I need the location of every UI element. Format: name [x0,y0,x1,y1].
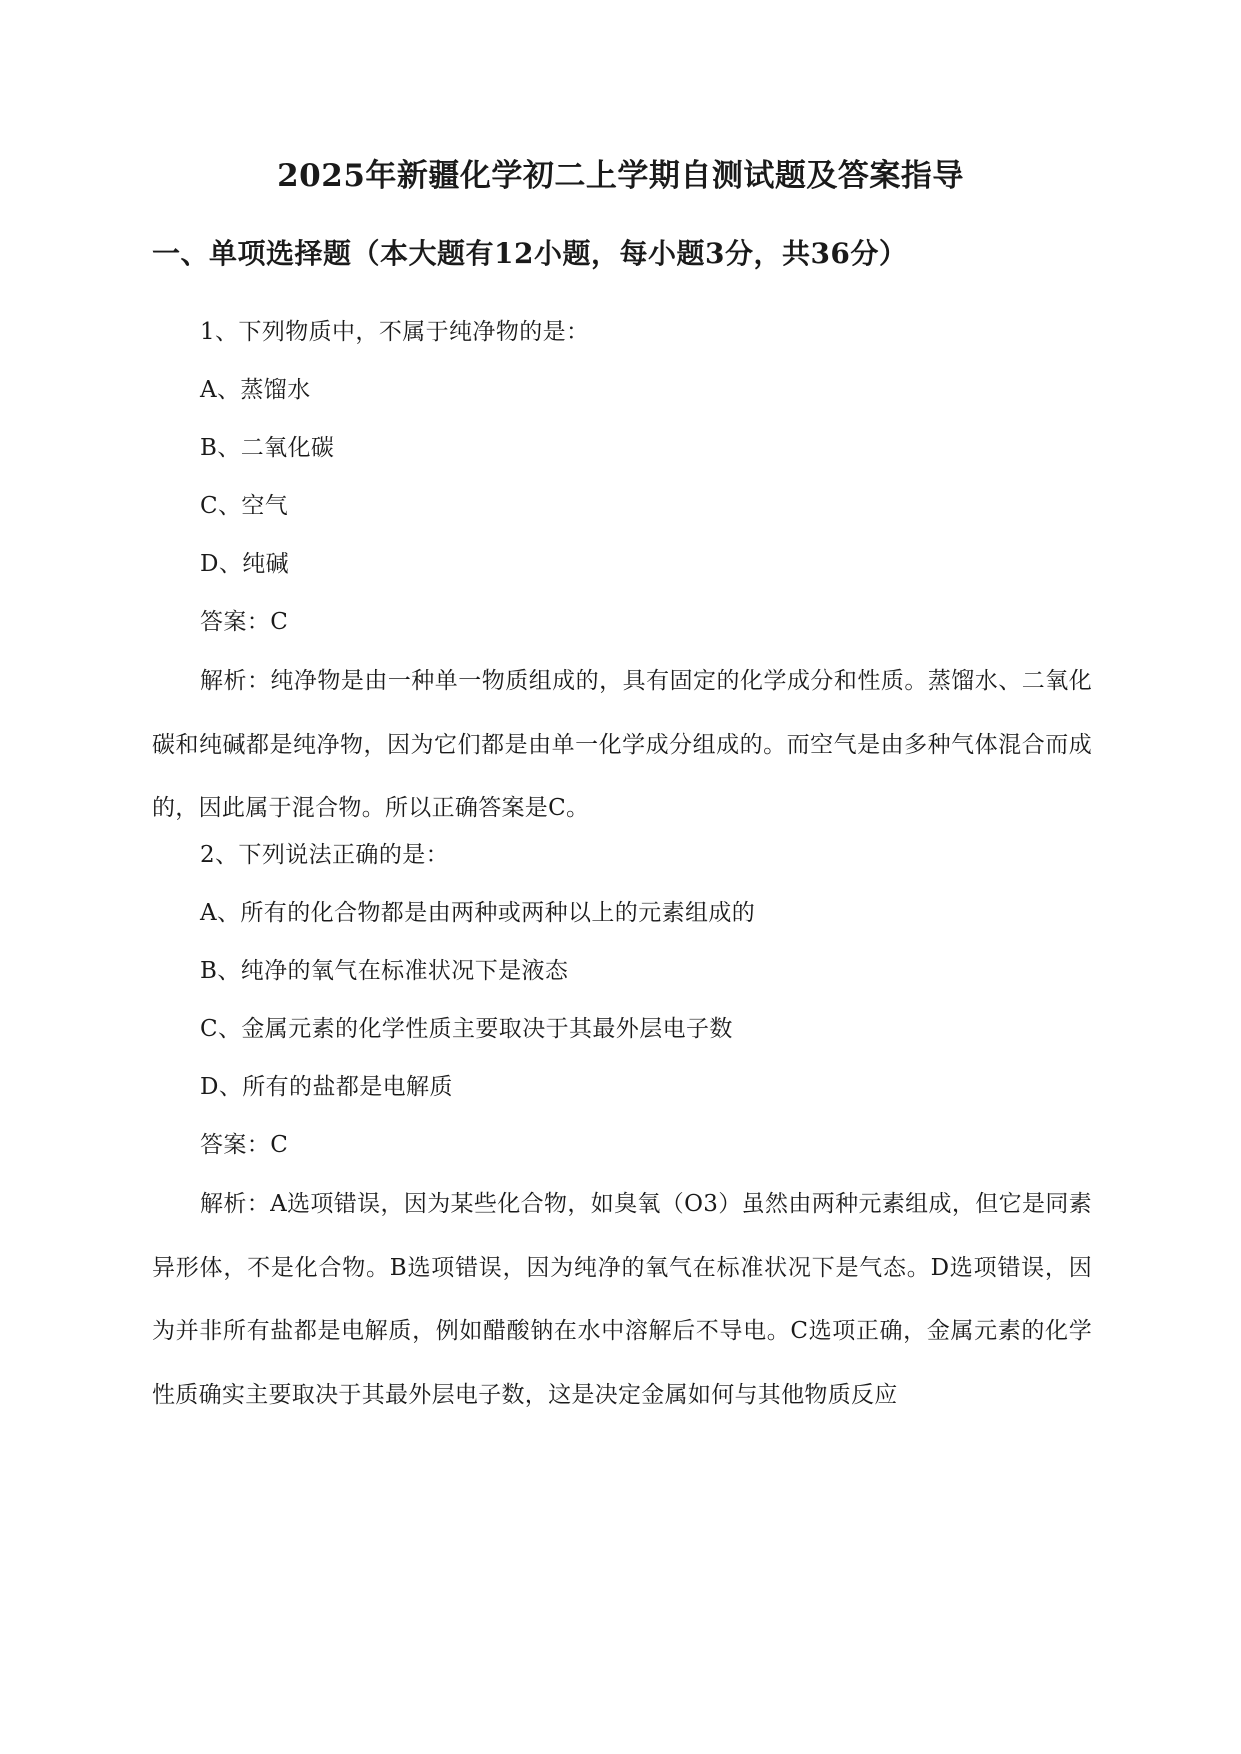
question-2-option-d: D、所有的盐都是电解质 [200,1074,453,1100]
section-heading: 一、单项选择题（本大题有12小题，每小题3分，共36分） [152,237,908,270]
question-1-answer: 答案：C [200,609,289,635]
question-1-option-c: C、空气 [200,493,289,519]
question-1-analysis: 解析：纯净物是由一种单一物质组成的，具有固定的化学成分和性质。蒸馏水、二氧化碳和纯碱都是纯净物，因为它们都是由单一化学成分组成的。而空气是由多种气体混合而成的，因此属于混合物。所以正确答案是C。 [152,668,1092,821]
question-1-option-a: A、蒸馏水 [200,377,311,403]
question-1-option-b: B、二氧化碳 [200,435,335,461]
question-2-analysis: 解析：A选项错误，因为某些化合物，如臭氧（O3）虽然由两种元素组成，但它是同素异形体，不是化合物。B选项错误，因为纯净的氧气在标准状况下是气态。D选项错误，因为并非所有盐都是电解质，例如醋酸钠在水中溶解后不导电。C选项正确，金属元素的化学性质确实主要取决于其最外层电子数，这是决定金属如何与其他物质反应 [152,1191,1092,1408]
question-2-stem: 2、下列说法正确的是： [200,842,450,868]
document-title: 2025年新疆化学初二上学期自测试题及答案指导 [277,158,964,194]
question-2-option-c: C、金属元素的化学性质主要取决于其最外层电子数 [200,1016,733,1042]
question-2-option-b: B、纯净的氧气在标准状况下是液态 [200,958,569,984]
question-2-answer: 答案：C [200,1132,289,1158]
question-2-option-a: A、所有的化合物都是由两种或两种以上的元素组成的 [200,900,756,926]
question-1-option-d: D、纯碱 [200,551,290,577]
question-1-stem: 1、下列物质中，不属于纯净物的是： [200,319,590,345]
